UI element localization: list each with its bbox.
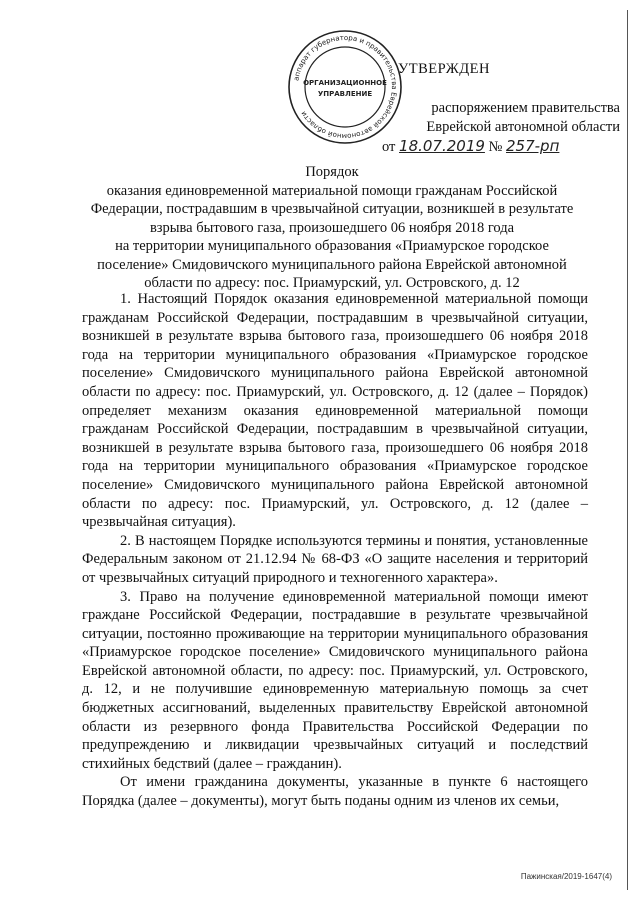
paragraph-4: От имени гражданина документы, указанные в пункте 6 настоящего Порядка (далее – документы), могут быть поданы одним из членов их семьи,	[82, 774, 588, 810]
number-sign: №	[488, 139, 503, 155]
scan-edge-line	[627, 10, 628, 890]
handwritten-number: 257-рп	[506, 137, 560, 155]
paragraph-1: 1. Настоящий Порядок оказания единовременной материальной помощи гражданам Российской Федерации, пострадавшим в чрезвычайной ситуации, возникшей в результате взрыва бытового газа, произошедшего 06 ноября 2018 года на территории муниципального образования «Приамурское городское поселение» Смидовичского муниципального района Еврейской автономной области по адресу: пос. Приамурский, ул. Островского, д. 12 (далее – Порядок) определяет механизм оказания единовременной материальной помощи гражданам Российской Федерации, пострадавшим в чрезвычайной ситуации, возникшей в результате взрыва бытового газа, произошедшего 06 ноября 2018 года на территории муниципального образования «Приамурское городское поселение» Смидовичского муниципального района Еврейской автономной области по адресу: пос. Приамурский, ул. Островского, д. 12 (далее – чрезвычайная ситуация).	[82, 291, 588, 531]
title-line-7: области по адресу: пос. Приамурский, ул. Островского, д. 12	[144, 275, 520, 291]
approval-block	[380, 60, 620, 157]
paragraph-2: 2. В настоящем Порядке используются термины и понятия, установленные Федеральным законом от 21.12.94 № 68-ФЗ «О защите населения и территорий от чрезвычайных ситуаций природного и техногенного характера».	[82, 532, 588, 586]
footer-document-code: Пажинская/2019-1647(4)	[520, 872, 612, 881]
paragraph-3: 3. Право на получение единовременной материальной помощи имеют граждане Российской Федерации, пострадавшие в результате чрезвычайной ситуации, постоянно проживающие на территории муниципального образования «Приамурское городское поселение» Смидовичского муниципального района Еврейской автономной области, по адресу: пос. Приамурский, ул. Островского, д. 12, и не получившие единовременную материальную помощь за счет бюджетных ассигнований, выделенных правительству Еврейской автономной области из резервного фонда Правительства Российской Федерации по предупреждению и ликвидации чрезвычайных ситуаций и последствий стихийных бедствий (далее – гражданин).	[82, 588, 588, 772]
title-line-4: взрыва бытового газа, произошедшего 06 ноября 2018 года	[149, 219, 515, 236]
approval-line-1: распоряжением правительства	[431, 100, 620, 116]
stamp-ring-text: аппарат губернатора и правительства Еврейской автономной области	[292, 33, 399, 141]
document-title	[80, 163, 584, 293]
approval-word: УТВЕРЖДЕН	[398, 61, 490, 77]
handwritten-date: 18.07.2019	[399, 137, 485, 155]
document-body	[82, 290, 588, 811]
title-line-2: оказания единовременной материальной помощи гражданам Российской	[106, 182, 558, 199]
stamp-center-text-1: ОРГАНИЗАЦИОННОЕ	[303, 79, 387, 87]
title-line-1: Порядок	[305, 164, 359, 180]
stamp-center-text-2: УПРАВЛЕНИЕ	[317, 90, 373, 98]
title-line-6: поселение» Смидовичского муниципального района Еврейской автономной	[97, 256, 567, 273]
title-line-5: на территории муниципального образования «Приамурское городское	[115, 238, 549, 254]
approval-line-2: Еврейской автономной области	[426, 119, 620, 135]
date-prefix: от	[382, 139, 396, 155]
approval-date-line	[380, 137, 620, 157]
title-line-3: Федерации, пострадавшим в чрезвычайной ситуации, возникшей в результате	[90, 201, 574, 217]
